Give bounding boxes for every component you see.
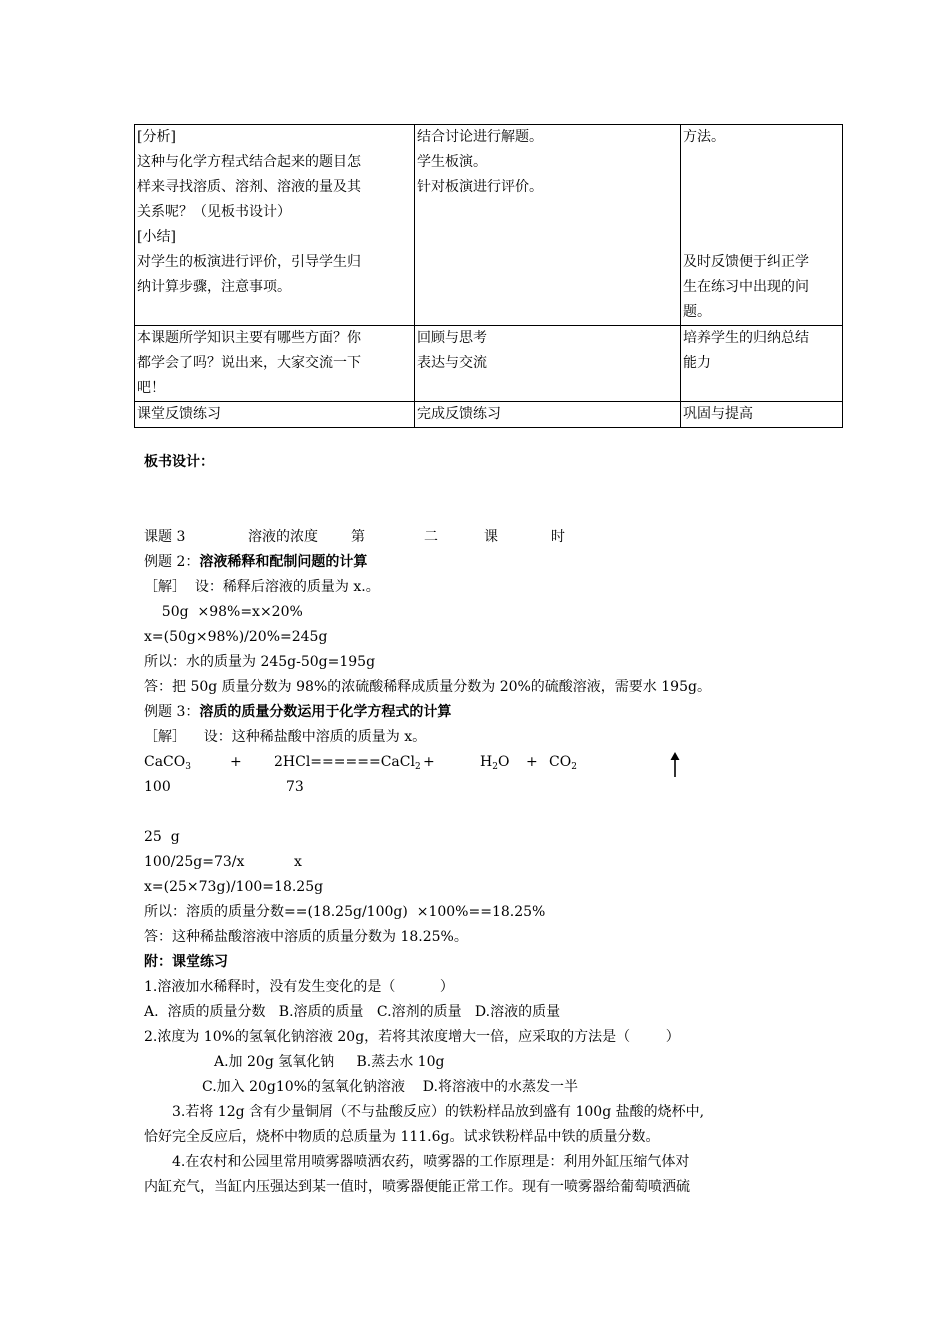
cell-line: 结合讨论进行解题。	[417, 129, 543, 145]
example-3-intro: ［解］ 设：这种稀盐酸中溶质的质量为 x。	[144, 729, 427, 745]
question-1: 1.溶液加水稀释时，没有发生变化的是（ ）	[144, 979, 454, 995]
mass-row-molar	[144, 775, 824, 800]
example-3-line: 100/25g=73/x	[144, 854, 245, 870]
example-2-line: ［解］ 设：稀释后溶液的质量为 x.。	[144, 579, 380, 595]
table-row	[135, 402, 843, 428]
table-row	[135, 326, 843, 402]
example-2-label: 例题 2：	[144, 554, 200, 570]
example-3-title: 溶质的质量分数运用于化学方程式的计算	[199, 704, 452, 720]
board-content	[144, 525, 824, 1200]
cell-line: 方法。	[683, 129, 725, 145]
design-intent-cell	[681, 402, 843, 428]
title-er: 二	[424, 529, 438, 545]
formula-h2o: H	[480, 754, 493, 770]
cell-line: 完成反馈练习	[417, 406, 501, 422]
cell-line: 对学生的板演进行评价，引导学生归	[137, 254, 361, 270]
example-2-heading	[144, 550, 824, 575]
formula-caco3: CaCO	[144, 754, 186, 770]
question-4-line-2: 内缸充气，当缸内压强达到某一值时，喷雾器便能正常工作。现有一喷雾器给葡萄喷洒硫	[144, 1179, 690, 1195]
cell-line: 针对板演进行评价。	[417, 179, 543, 195]
cell-line: 纳计算步骤，注意事项。	[137, 279, 291, 295]
question-3-line-2: 恰好完全反应后，烧杯中物质的总质量为 111.6g。试求铁粉样品中铁的质量分数。	[144, 1129, 660, 1145]
design-intent-cell	[681, 326, 843, 402]
title-shi: 时	[551, 529, 565, 545]
cell-line: 表达与交流	[417, 355, 487, 371]
cell-line: 题。	[683, 304, 711, 320]
teacher-activity-cell	[135, 402, 415, 428]
subscript: 2	[571, 762, 577, 772]
example-3-line: x=(25×73g)/100=18.25g	[144, 879, 324, 895]
student-activity-cell	[415, 402, 681, 428]
cell-line: 样来寻找溶质、溶剂、溶液的量及其	[137, 179, 361, 195]
plus-sign: +	[526, 754, 538, 770]
example-2-line: 50g ×98%=x×20%	[144, 604, 303, 620]
subscript: 2	[492, 762, 498, 772]
cell-line: 能力	[683, 355, 711, 371]
question-4-line-1: 4.在农村和公园里常用喷雾器喷洒农药，喷雾器的工作原理是：利用外缸压缩气体对	[172, 1154, 690, 1170]
actual-hcl: x	[294, 854, 302, 870]
teacher-activity-cell	[135, 125, 415, 326]
lesson-table	[134, 124, 843, 428]
question-2: 2.浓度为 10%的氢氧化钠溶液 20g，若将其浓度增大一倍，应采取的方法是（ ）	[144, 1029, 680, 1045]
cell-line: 生在练习中出现的问	[683, 279, 809, 295]
cell-line: 本课题所学知识主要有哪些方面？你	[137, 330, 361, 346]
cell-line: 关系呢？（见板书设计）	[137, 204, 291, 220]
formula-hcl-cacl2: 2HCl======CaCl	[274, 754, 415, 770]
cell-line: 回顾与思考	[417, 330, 487, 346]
cell-line	[683, 175, 840, 200]
example-2-line: x=(50g×98%)/20%=245g	[144, 629, 328, 645]
example-3-label: 例题 3：	[144, 704, 200, 720]
question-2-options-ab: A.加 20g 氢氧化钠 B.蒸去水 10g	[214, 1054, 445, 1070]
board-heading	[144, 450, 824, 475]
cell-line	[683, 225, 840, 250]
chemical-equation	[144, 750, 824, 775]
cell-line: 培养学生的归纳总结	[683, 330, 809, 346]
lesson-title-line	[144, 525, 824, 550]
cell-line: 学生板演。	[417, 154, 487, 170]
title-topic: 课题 3	[144, 529, 186, 545]
mass-hcl: 73	[286, 779, 304, 795]
question-1-options: A. 溶质的质量分数 B.溶质的质量 C.溶剂的质量 D.溶液的质量	[144, 1004, 561, 1020]
formula-co2: CO	[549, 754, 572, 770]
question-3-line-1: 3.若将 12g 含有少量铜屑（不与盐酸反应）的铁粉样品放到盛有 100g 盐酸的烧杯中,	[172, 1104, 705, 1120]
plus-sign: +	[423, 754, 435, 770]
cell-line: 都学会了吗？说出来，大家交流一下	[137, 355, 361, 371]
practice-heading: 附：课堂练习	[144, 954, 228, 970]
gas-up-arrow-icon	[668, 752, 682, 778]
cell-line: 这种与化学方程式结合起来的题目怎	[137, 154, 361, 170]
formula-h2o-o: O	[497, 754, 510, 770]
example-3-heading	[144, 700, 824, 725]
cell-line: 巩固与提高	[683, 406, 753, 422]
plus-sign: +	[230, 754, 242, 770]
question-2-options-cd: C.加入 20g10%的氢氧化钠溶液 D.将溶液中的水蒸发一半	[202, 1079, 578, 1095]
example-3-answer: 答：这种稀盐酸溶液中溶质的质量分数为 18.25%。	[144, 929, 468, 945]
cell-line: 课堂反馈练习	[137, 406, 221, 422]
title-di: 第	[351, 529, 365, 545]
cell-line	[683, 150, 840, 175]
student-activity-cell	[415, 125, 681, 326]
teacher-activity-cell	[135, 326, 415, 402]
cell-line: 及时反馈便于纠正学	[683, 254, 809, 270]
mass-caco3: 100	[144, 779, 171, 795]
subscript: 2	[414, 762, 421, 772]
example-2-title: 溶液稀释和配制问题的计算	[199, 554, 368, 570]
cell-line: [分析]	[137, 129, 176, 145]
cell-line	[683, 200, 840, 225]
title-ke: 课	[484, 529, 498, 545]
cell-line: 吧！	[137, 380, 165, 396]
cell-line: [小结]	[137, 229, 176, 245]
design-intent-cell	[681, 125, 843, 326]
example-3-line: 所以：溶质的质量分数==(18.25g/100g) ×100%==18.25%	[144, 904, 546, 920]
student-activity-cell	[415, 326, 681, 402]
example-2-line: 所以：水的质量为 245g-50g=195g	[144, 654, 376, 670]
board-heading-text: 板书设计：	[144, 454, 214, 470]
table-row	[135, 125, 843, 326]
actual-caco3: 25 g	[144, 829, 180, 845]
title-name: 溶液的浓度	[248, 529, 318, 545]
example-2-answer: 答：把 50g 质量分数为 98%的浓硫酸稀释成质量分数为 20%的硫酸溶液，需要水 195g。	[144, 679, 711, 695]
subscript: 3	[185, 762, 191, 772]
